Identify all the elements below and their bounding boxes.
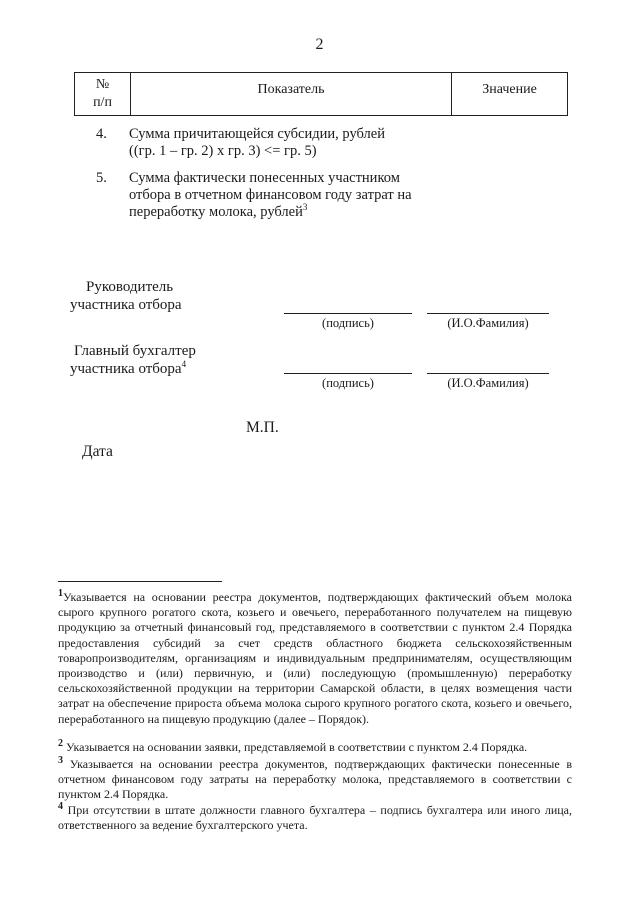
- footnote-4: [58, 803, 572, 833]
- row-4-text: Сумма причитающейся субсидии, рублей: [129, 126, 385, 142]
- row-4-formula: ((гр. 1 – гр. 2) х гр. 3) <= гр. 5): [129, 143, 317, 159]
- col-value-header: Значение: [482, 82, 537, 97]
- footnote-3-text: Указывается на основании реестра документов, подтверждающих фактически понесенные в отчетном финансовом году затраты на переработку молока, представляемого в соответствии с пунктом 2.4 Порядка.: [58, 757, 573, 802]
- table-header: [74, 72, 568, 116]
- footnote-4-text: При отсутствии в штате должности главного бухгалтера – подпись бухгалтера или иного лица, ответственного за ведение бухгалтерского учета.: [58, 803, 572, 833]
- signer-2-signature-line: [284, 373, 412, 374]
- date-label: Дата: [82, 443, 113, 460]
- stamp-place: М.П.: [246, 419, 279, 436]
- row-4-number: 4.: [96, 126, 107, 142]
- signer-2-org-wrap: [70, 359, 186, 379]
- footnote-4-mark: 4: [58, 801, 63, 812]
- signer-1-name-line: [427, 313, 549, 314]
- row-5-footnote-mark: 3: [302, 202, 308, 213]
- col-indicator-header: Показатель: [131, 73, 452, 115]
- footnote-2-text: Указывается на основании заявки, представляемой в соответствии с пунктом 2.4 Порядка.: [66, 740, 528, 754]
- signer-1-signature-line: [284, 313, 412, 314]
- signer-1-name-caption: (И.О.Фамилия): [447, 316, 529, 330]
- footnote-3-mark: 3: [58, 755, 63, 766]
- footnote-1-mark: 1: [58, 588, 63, 599]
- signer-2-signature-caption: (подпись): [322, 376, 374, 390]
- signer-2-org: участника отбора: [70, 361, 182, 377]
- footnote-1-text: Указывается на основании реестра документов, подтверждающих фактический объем молока сырого крупного рогатого скота, козьего и овечьего, переработанного получателем на пищевую продукцию за отчетный финансовый год, представляемого в соответствии с пунктом 2.4 Порядка предоставления субсидий за счет средств областного бюджета сельскохозяйственным товаропроизводителям, организациям и индивидуальным предпринимателям, осуществляющим производство и (или) первичную, и (или) последующую (промышленную) переработку сельскохозяйственной продукции на территории Самарской области, в целях возмещения части затрат на обеспечение прироста объема молока сырого крупного рогатого скота, козьего и овечьего, переработанного на пищевую продукцию (далее – Порядок).: [58, 590, 572, 726]
- row-5-text: Сумма фактически понесенных участником отбора в отчетном финансовом году затрат на переработку молока, рублей: [129, 170, 412, 220]
- signer-2-name-line: [427, 373, 549, 374]
- col-num-header: № п/п: [75, 73, 131, 115]
- footnote-3: [58, 757, 572, 803]
- row-5-cell: [129, 170, 434, 221]
- signer-1-org: участника отбора: [70, 297, 182, 313]
- footnote-1: [58, 590, 572, 727]
- signer-1-title: Руководитель: [86, 279, 174, 295]
- signer-2-footnote-mark: 4: [181, 359, 187, 369]
- page-number: 2: [315, 36, 324, 53]
- footnote-2: [58, 740, 572, 755]
- signer-2-title: Главный бухгалтер: [74, 343, 196, 359]
- signer-1-signature-caption: (подпись): [322, 316, 374, 330]
- signer-2-name-caption: (И.О.Фамилия): [447, 376, 529, 390]
- row-5-number: 5.: [96, 170, 107, 186]
- footnote-separator: [58, 581, 222, 582]
- footnote-2-mark: 2: [58, 738, 63, 749]
